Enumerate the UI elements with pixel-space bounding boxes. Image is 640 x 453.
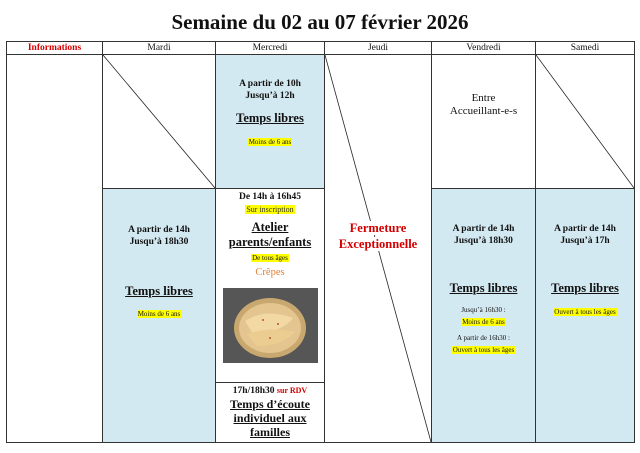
informations-cell bbox=[6, 54, 103, 443]
activity-title: Temps libres bbox=[236, 111, 304, 125]
time-until: Jusqu’à 17h bbox=[560, 236, 610, 246]
time-from: A partir de 14h bbox=[554, 224, 616, 234]
dish-label: Crêpes bbox=[255, 267, 285, 278]
age-note2-label: A partir de 16h30 : bbox=[457, 334, 510, 342]
activity-title: Temps libres bbox=[125, 284, 193, 298]
samedi-afternoon-cell bbox=[535, 188, 635, 443]
closure-label-line1: Fermeture bbox=[349, 221, 407, 235]
mercredi-afternoon-cell bbox=[215, 188, 325, 383]
activity-title-line1: Atelier bbox=[251, 220, 289, 234]
page-title: Semaine du 02 au 07 février 2026 bbox=[171, 10, 469, 34]
mercredi-morning-cell bbox=[215, 54, 325, 189]
time-range: De 14h à 16h45 bbox=[238, 192, 302, 202]
age-badge: Moins de 6 ans bbox=[462, 318, 505, 326]
weekly-schedule-table bbox=[6, 41, 635, 443]
mercredi-evening-cell bbox=[215, 382, 325, 443]
time-until: Jusqu’à 18h30 bbox=[454, 236, 513, 246]
age-badge: De tous âges bbox=[252, 254, 288, 262]
mardi-morning-closed-cell bbox=[102, 54, 216, 189]
samedi-morning-closed-cell bbox=[535, 54, 635, 189]
vendredi-afternoon-cell bbox=[431, 188, 536, 443]
column-header-mardi: Mardi bbox=[102, 41, 216, 55]
activity-title-line2: parents/enfants bbox=[228, 235, 312, 249]
time-until: Jusqu’à 12h bbox=[245, 91, 295, 101]
age-badge: Ouvert à tous les âges bbox=[452, 346, 515, 354]
activity-title: Temps libres bbox=[449, 281, 518, 295]
activity-title-line1: Temps d’écoute bbox=[230, 397, 310, 411]
staff-meeting-line1: Entre bbox=[471, 92, 496, 104]
mardi-afternoon-cell bbox=[102, 188, 216, 443]
age-note1-label: Jusqu’à 16h30 : bbox=[461, 306, 506, 314]
appointment-badge: sur RDV bbox=[276, 386, 308, 395]
closure-label-line2: Exceptionnelle bbox=[338, 237, 418, 251]
vendredi-morning-cell bbox=[431, 54, 536, 189]
time-from: A partir de 14h bbox=[452, 224, 515, 234]
time-from: A partir de 10h bbox=[239, 79, 301, 89]
diagonal-strike bbox=[103, 55, 215, 188]
age-badge: Moins de 6 ans bbox=[248, 138, 292, 146]
column-header-mercredi: Mercredi bbox=[215, 41, 325, 55]
crepes-plate-photo bbox=[223, 288, 318, 363]
time-until: Jusqu’à 18h30 bbox=[129, 237, 189, 247]
column-header-informations: Informations bbox=[6, 41, 103, 55]
time-range: 17h/18h30 bbox=[232, 386, 275, 396]
activity-title-line2: individuel aux bbox=[233, 411, 307, 425]
activity-title-line3: familles bbox=[250, 425, 290, 439]
activity-title: Temps libres bbox=[551, 281, 619, 295]
column-header-jeudi: Jeudi bbox=[324, 41, 432, 55]
column-header-samedi: Samedi bbox=[535, 41, 635, 55]
staff-meeting-line2: Accueillant-e-s bbox=[449, 105, 518, 117]
age-badge: Ouvert à tous les âges bbox=[554, 308, 616, 316]
age-badge: Moins de 6 ans bbox=[137, 310, 181, 318]
registration-badge: Sur inscription bbox=[246, 205, 294, 214]
time-from: A partir de 14h bbox=[128, 225, 190, 235]
diagonal-strike bbox=[536, 55, 634, 188]
jeudi-closed-cell bbox=[324, 54, 432, 443]
column-header-vendredi: Vendredi bbox=[431, 41, 536, 55]
